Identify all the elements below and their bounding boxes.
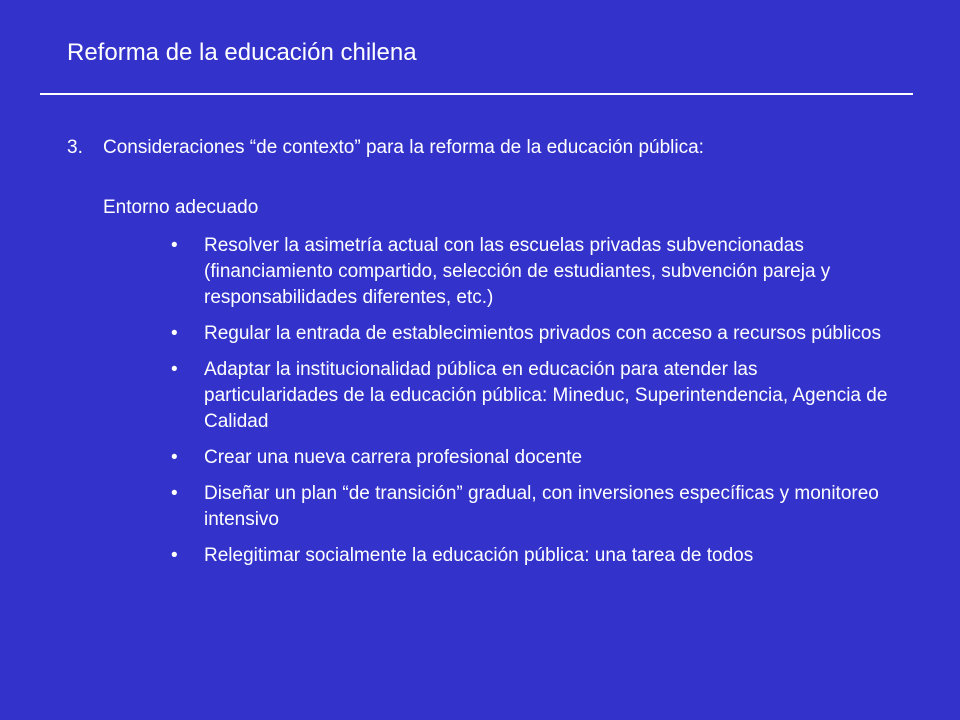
bullet-item <box>171 357 891 435</box>
bullet-list <box>171 233 891 579</box>
section-text: Consideraciones “de contexto” para la reforma de la educación pública: <box>103 137 704 158</box>
bullet-item <box>171 321 891 347</box>
bullet-dot: • <box>171 447 178 468</box>
bullet-item <box>171 233 891 311</box>
bullet-text: Relegitimar socialmente la educación pública: una tarea de todos <box>204 545 754 566</box>
bullet-text: Adaptar la institucionalidad pública en educación para atender las particularidades de la educación pública: Mineduc, Superintendencia, Agencia de Calidad <box>204 359 888 432</box>
bullet-text: Resolver la asimetría actual con las escuelas privadas subvencionadas (financiamiento compartido, selección de estudiantes, subvención pareja y responsabilidades diferentes, etc.) <box>204 235 831 308</box>
bullet-dot: • <box>171 545 178 566</box>
subheading: Entorno adecuado <box>103 197 259 218</box>
bullet-text: Regular la entrada de establecimientos privados con acceso a recursos públicos <box>204 323 881 344</box>
section-number: 3. <box>67 137 83 158</box>
bullet-dot: • <box>171 483 178 504</box>
bullet-dot: • <box>171 235 178 256</box>
title-divider <box>40 93 913 95</box>
bullet-item <box>171 543 891 569</box>
bullet-item <box>171 445 891 471</box>
bullet-text: Diseñar un plan “de transición” gradual, con inversiones específicas y monitoreo intensivo <box>204 483 879 530</box>
slide-title: Reforma de la educación chilena <box>67 39 417 66</box>
bullet-dot: • <box>171 359 178 380</box>
bullet-dot: • <box>171 323 178 344</box>
bullet-item <box>171 481 891 533</box>
bullet-text: Crear una nueva carrera profesional docente <box>204 447 583 468</box>
